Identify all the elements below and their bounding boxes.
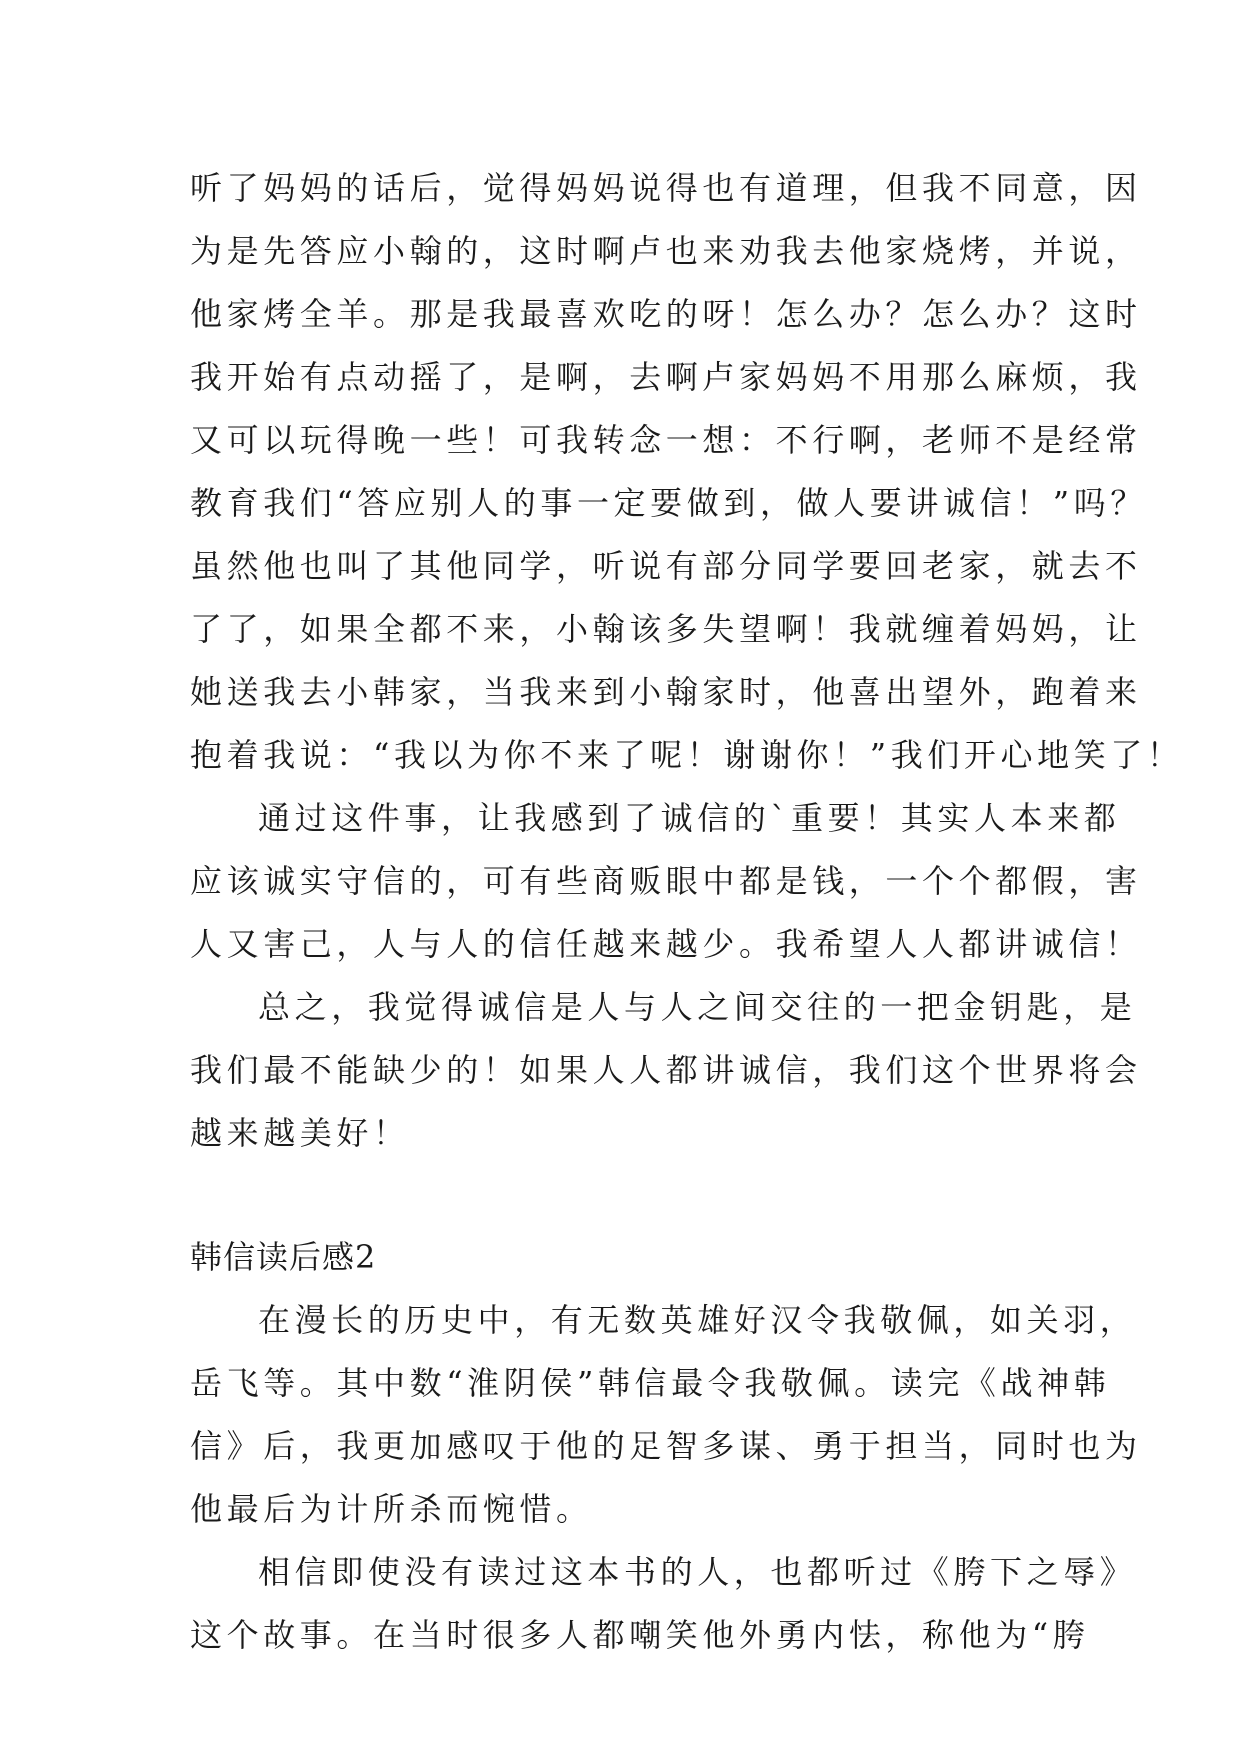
text-line: 她送我去小韩家，当我来到小翰家时，他喜出望外，跑着来: [190, 673, 1142, 711]
text-line: 信》后，我更加感叹于他的足智多谋、勇于担当，同时也为: [190, 1427, 1142, 1465]
text-line: 总之，我觉得诚信是人与人之间交往的一把金钥匙，是: [258, 988, 1137, 1026]
text-line: 听了妈妈的话后，觉得妈妈说得也有道理，但我不同意，因: [190, 169, 1142, 207]
text-line: 抱着我说：“我以为你不来了呢！谢谢你！”我们开心地笑了！: [190, 736, 1184, 774]
text-line: 应该诚实守信的，可有些商贩眼中都是钱，一个个都假，害: [190, 862, 1142, 900]
text-line: 教育我们“答应别人的事一定要做到，做人要讲诚信！”吗？: [190, 484, 1147, 522]
text-line: 我开始有点动摇了，是啊，去啊卢家妈妈不用那么麻烦，我: [190, 358, 1142, 396]
text-line: 了了，如果全都不来，小翰该多失望啊！我就缠着妈妈，让: [190, 610, 1142, 648]
text-line: 相信即使没有读过这本书的人，也都听过《胯下之辱》: [258, 1553, 1137, 1591]
text-line: 在漫长的历史中，有无数英雄好汉令我敬佩，如关羽，: [258, 1301, 1137, 1339]
section-heading: 韩信读后感2: [190, 1238, 377, 1276]
text-line: 他家烤全羊。那是我最喜欢吃的呀！怎么办？怎么办？这时: [190, 295, 1142, 333]
text-line: 他最后为计所杀而惋惜。: [190, 1490, 593, 1528]
text-line: 这个故事。在当时很多人都嘲笑他外勇内怯，称他为“胯: [190, 1616, 1090, 1654]
text-line: 人又害己，人与人的信任越来越少。我希望人人都讲诚信！: [190, 925, 1142, 963]
text-line: 又可以玩得晚一些！可我转念一想：不行啊，老师不是经常: [190, 421, 1142, 459]
text-line: 岳飞等。其中数“淮阴侯”韩信最令我敬佩。读完《战神韩: [190, 1364, 1111, 1402]
text-line: 通过这件事，让我感到了诚信的`重要！其实人本来都: [258, 799, 1121, 837]
text-line: 为是先答应小翰的，这时啊卢也来劝我去他家烧烤，并说，: [190, 232, 1142, 270]
text-line: 虽然他也叫了其他同学，听说有部分同学要回老家，就去不: [190, 547, 1142, 585]
text-line: 我们最不能缺少的！如果人人都讲诚信，我们这个世界将会: [190, 1051, 1142, 1089]
text-line: 越来越美好！: [190, 1114, 410, 1152]
